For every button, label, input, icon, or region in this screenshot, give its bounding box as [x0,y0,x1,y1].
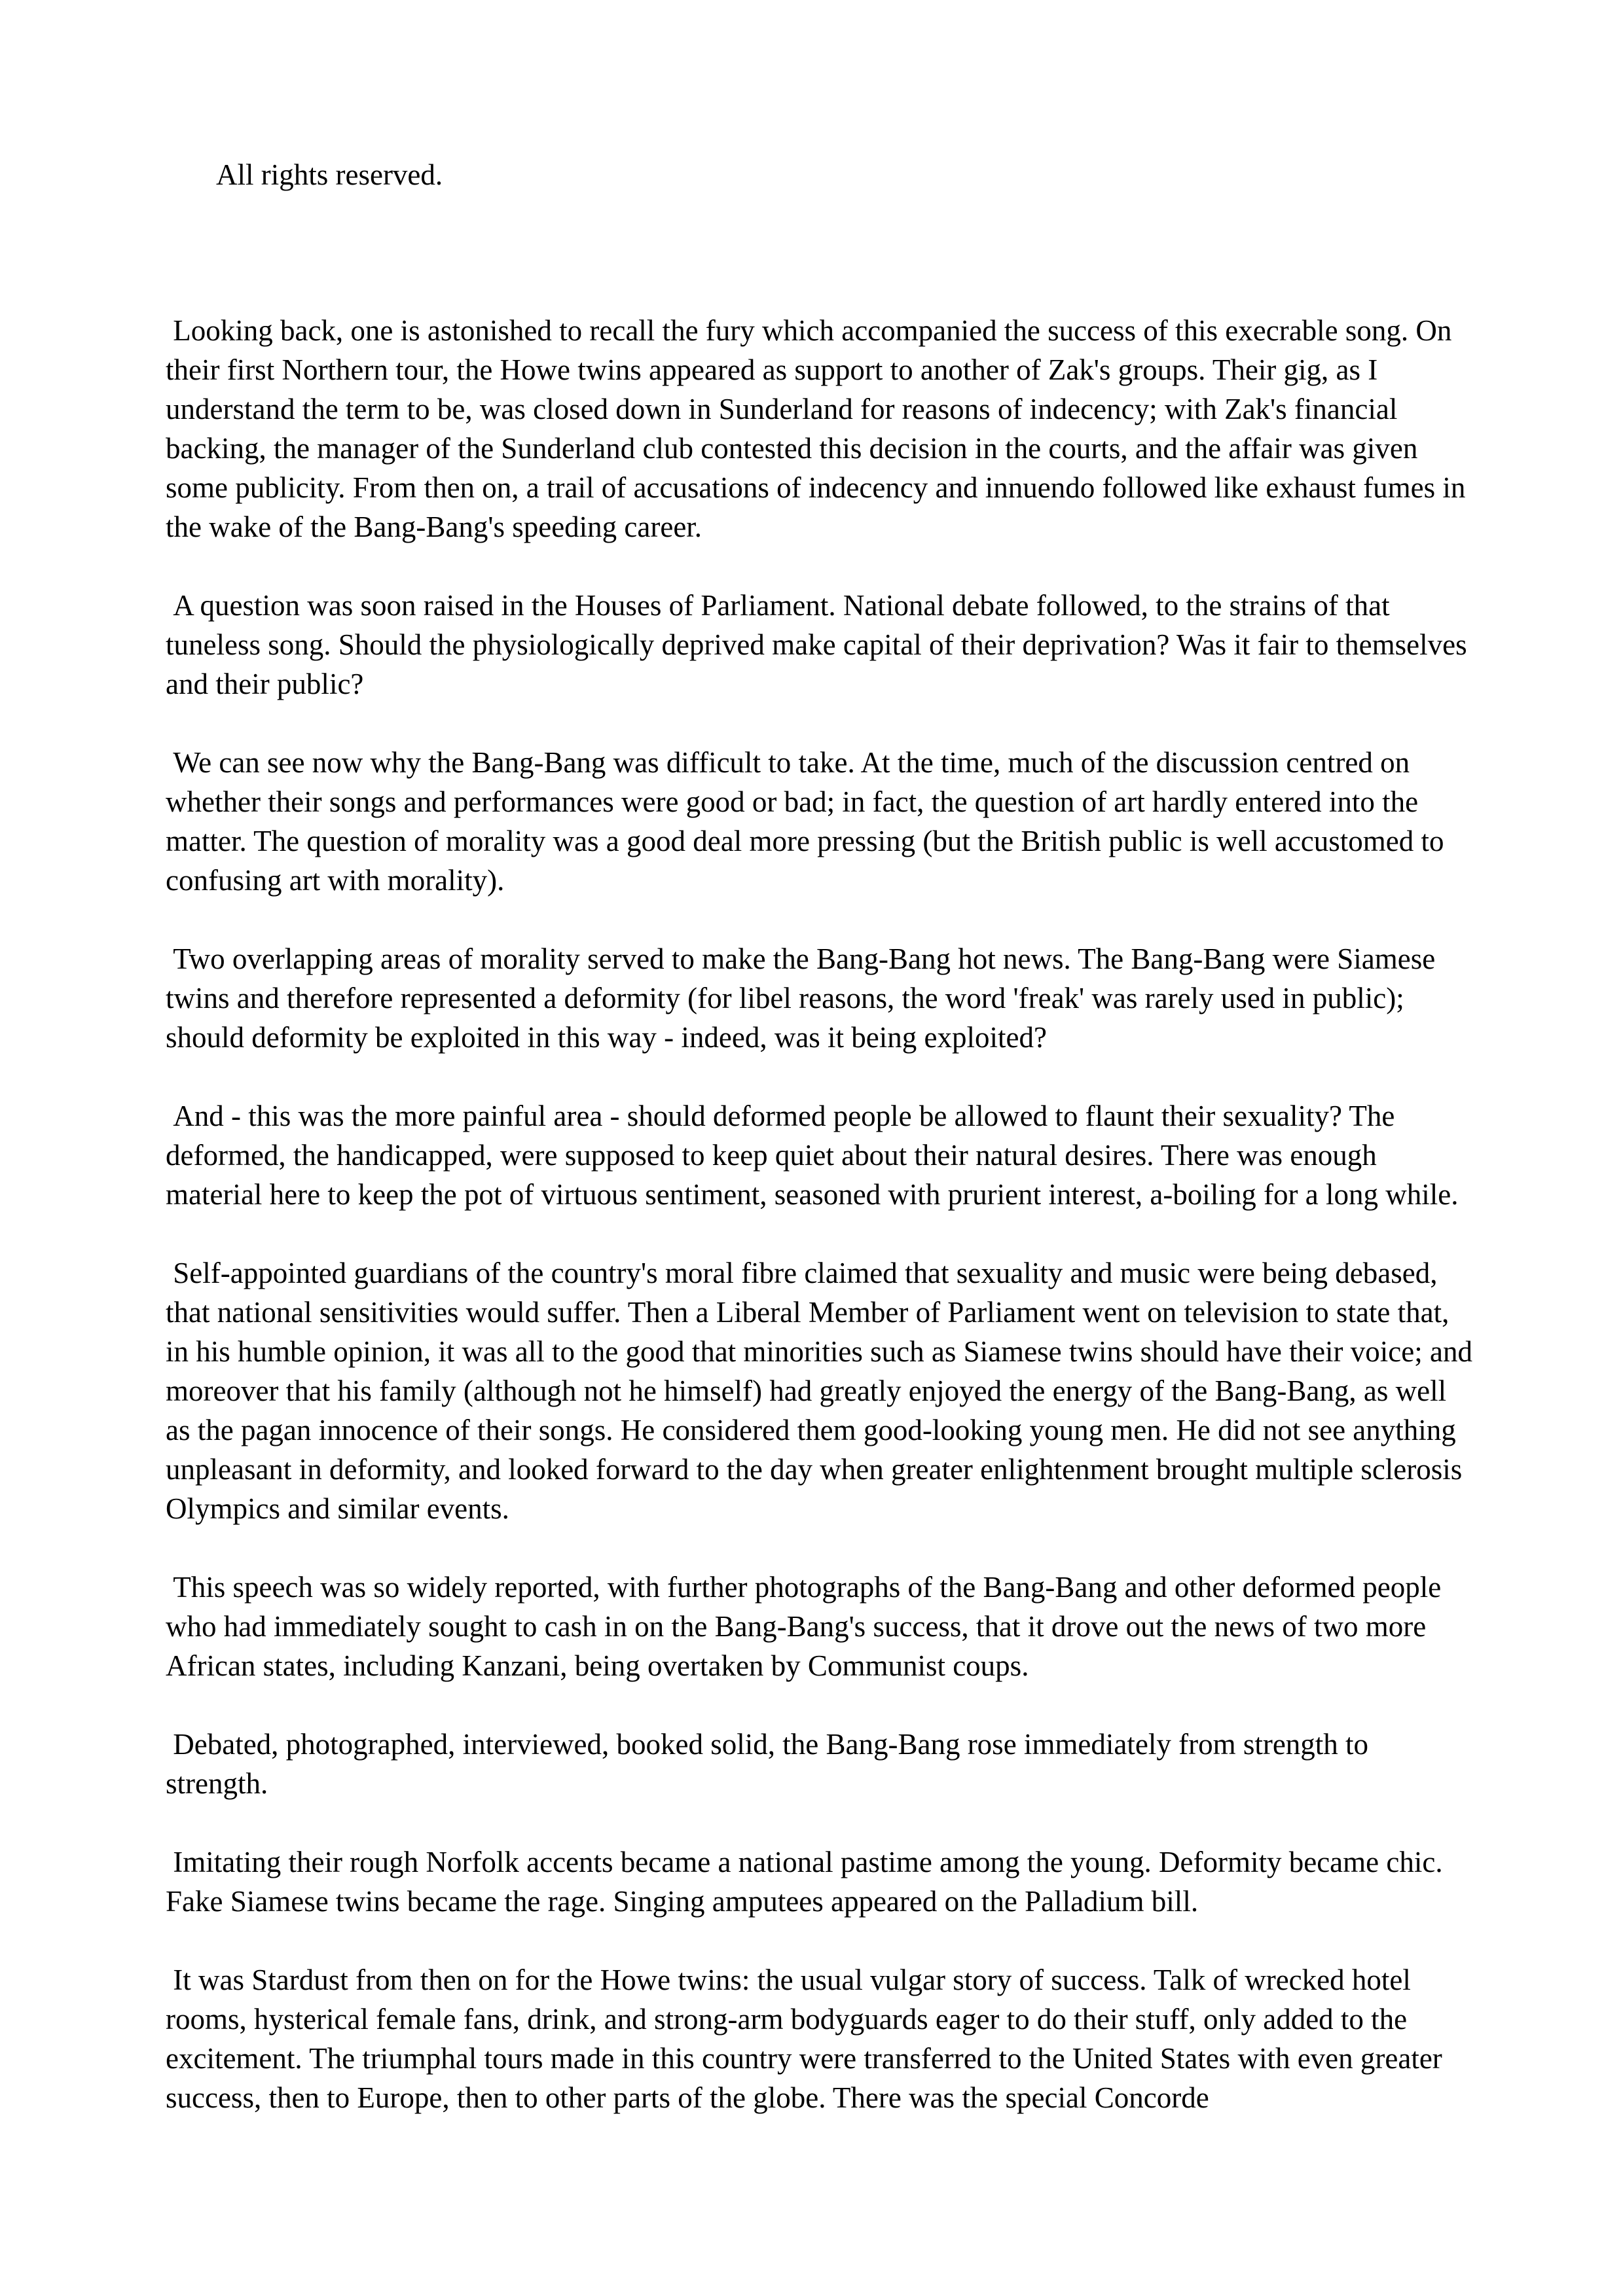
paragraph-2: A question was soon raised in the Houses of Parliament. National debate followed, to the strains of that tuneless song. Should the physiologically deprived make capital of their deprivation? Was it fair to themselves and their public? [166,589,1474,700]
paragraph-4: Two overlapping areas of morality served to make the Bang-Bang hot news. The Bang-Bang were Siamese twins and therefore represented a deformity (for libel reasons, the word 'freak' was rarely used in public); should deformity be exploited in this way - indeed, was it being exploited? [166,942,1443,1054]
rights-notice: All rights reserved. [216,158,443,191]
paragraph-7: This speech was so widely reported, with further photographs of the Bang-Bang and other deformed people who had immediately sought to cash in on the Bang-Bang's success, that it drove out the news of two more African states, including Kanzani, being overtaken by Communist coups. [166,1571,1449,1682]
paragraph-8: Debated, photographed, interviewed, booked solid, the Bang-Bang rose immediately from strength to strength. [166,1728,1376,1800]
paragraph-10: It was Stardust from then on for the Howe twins: the usual vulgar story of success. Talk of wrecked hotel rooms, hysterical female fans, drink, and strong-arm bodyguards eager to do their stuff, only added to the excitement. The triumphal tours made in this country were transferred to the United States with even greater success, then to Europe, then to other parts of the globe. There was the special Concorde [166,1964,1450,2114]
paragraph-3: We can see now why the Bang-Bang was difficult to take. At the time, much of the discussion centred on whether their songs and performances were good or bad; in fact, the question of art hardly entered into the matter. The question of morality was a good deal more pressing (but the British public is well accustomed to confusing art with morality). [166,746,1451,897]
body-text [166,311,1480,2157]
paragraph-9: Imitating their rough Norfolk accents became a national pastime among the young. Deformity became chic. Fake Siamese twins became the rage. Singing amputees appeared on the Palladium bill. [166,1846,1450,1918]
paragraph-6: Self-appointed guardians of the country's moral fibre claimed that sexuality and music were being debased, that national sensitivities would suffer. Then a Liberal Member of Parliament went on television to state that, in his humble opinion, it was all to the good that minorities such as Siamese twins should have their voice; and moreover that his family (although not he himself) had greatly enjoyed the energy of the Bang-Bang, as well as the pagan innocence of their songs. He considered them good-looking young men. He did not see anything unpleasant in deformity, and looked forward to the day when greater enlightenment brought multiple sclerosis Olympics and similar events. [166,1257,1480,1525]
paragraph-1: Looking back, one is astonished to recall the fury which accompanied the success of this execrable song. On their first Northern tour, the Howe twins appeared as support to another of Zak's groups. Their gig, as I understand the term to be, was closed down in Sunderland for reasons of indecency; with Zak's financial backing, the manager of the Sunderland club contested this decision in the courts, and the affair was given some publicity. From then on, a trail of accusations of indecency and innuendo followed like exhaust fumes in the wake of the Bang-Bang's speeding career. [166,314,1473,543]
paragraph-5: And - this was the more painful area - should deformed people be allowed to flaunt their sexuality? The deformed, the handicapped, were supposed to keep quiet about their natural desires. There was enough material here to keep the pot of virtuous sentiment, seasoned with prurient interest, a-boiling for a long while. [166,1100,1459,1211]
